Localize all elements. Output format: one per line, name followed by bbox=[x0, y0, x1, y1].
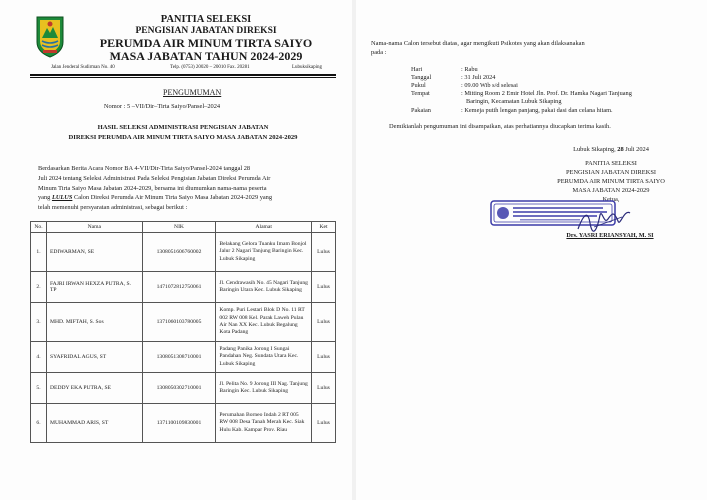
cell-ket: Lulus bbox=[311, 404, 335, 443]
signature-month-year: Juli 2024 bbox=[625, 146, 649, 153]
cell-ket: Lulus bbox=[311, 272, 335, 303]
letterhead-line1: PANITIA SELEKSI bbox=[160, 14, 252, 25]
cell-no: 2. bbox=[31, 272, 47, 303]
result-heading-1: HASIL SELEKSI ADMINISTRASI PENGISIAN JABATAN bbox=[97, 124, 269, 131]
psikotes-intro: Nama-nama Calon tersebut diatas, agar mengikuti Psikotes yang akan dilaksanakan bbox=[371, 40, 585, 47]
table-row bbox=[31, 373, 336, 404]
body-line-1: Berdasarkan Berita Acara Nomor BA 4-VII/Dir-Tirta Saiyo/Pansel-2024 tanggal 28 bbox=[38, 165, 251, 172]
cell-ket: Lulus bbox=[311, 303, 335, 342]
cell-no: 1. bbox=[31, 233, 47, 272]
schedule-label: Hari bbox=[411, 66, 423, 73]
signature-day: 28 bbox=[617, 146, 624, 153]
cell-nama: EDIWARMAN, SE bbox=[46, 233, 142, 272]
body-line-3: Minum Tirta Saiyo Masa Jabatan 2024-2029, bersama ini diumumkan nama-nama peserta bbox=[38, 185, 267, 192]
schedule-value: Baringin, Kecamatan Lubuk Sikaping bbox=[466, 98, 562, 105]
announcement-number: Nomor : 5 –VII/Dir–Tirta Saiyo/Pansel–2024 bbox=[103, 103, 221, 110]
result-heading-2: DIREKSI PERUMDA AIR MINUM TIRTA SAIYO MASA JABATAN 2024-2029 bbox=[68, 134, 298, 141]
cell-nama: DEDDY EKA PUTRA, SE bbox=[46, 373, 142, 404]
cell-no: 3. bbox=[31, 303, 47, 342]
cell-ket: Lulus bbox=[311, 233, 335, 272]
signature-date-line bbox=[526, 146, 696, 153]
cell-no: 4. bbox=[31, 342, 47, 373]
signature-place: Lubuk Sikaping, bbox=[573, 146, 616, 153]
table-row bbox=[31, 303, 336, 342]
signatory-name: Drs. YASRI ERIANSYAH, M. SI bbox=[566, 232, 654, 239]
signature-org-1: PANITIA SELEKSI bbox=[585, 160, 637, 167]
table-row bbox=[31, 233, 336, 272]
schedule-label: Pukul bbox=[411, 82, 426, 89]
col-nama: Nama bbox=[46, 222, 142, 233]
schedule-value: : 31 Juli 2024 bbox=[461, 74, 496, 81]
letterhead-rule-thin bbox=[30, 77, 336, 78]
address-phone: Telp. (0753) 20020 – 20010 Fax. 20281 bbox=[170, 65, 250, 70]
cell-nik: 1308050302710001 bbox=[142, 373, 216, 404]
candidates-table bbox=[30, 221, 336, 443]
cell-nik: 1371060103780005 bbox=[142, 303, 216, 342]
cell-nik: 1308051308710001 bbox=[142, 342, 216, 373]
letterhead-line3: PERUMDA AIR MINUM TIRTA SAIYO bbox=[99, 36, 313, 50]
cell-ket: Lulus bbox=[311, 342, 335, 373]
cell-nama: FAJRI IRWAN HEXZA PUTRA, S. TP bbox=[46, 272, 142, 303]
cell-no: 5. bbox=[31, 373, 47, 404]
letterhead-rule-thick bbox=[30, 74, 336, 76]
letterhead-line4: MASA JABATAN TAHUN 2024-2029 bbox=[109, 49, 303, 63]
left-page bbox=[0, 0, 352, 500]
signature-org-4: MASA JABATAN 2024-2029 bbox=[572, 187, 650, 194]
cell-alamat: Jl. Pelita No. 9 Jorong III Nag. Tanjung Baringin Kec. Lubuk Sikaping bbox=[216, 373, 312, 404]
schedule-value: : 09.00 Wib s/d selesai bbox=[461, 82, 518, 89]
schedule-label: Tempat bbox=[411, 90, 430, 97]
table-row bbox=[31, 404, 336, 443]
table-header-row bbox=[31, 222, 336, 233]
announcement-title: PENGUMUMAN bbox=[163, 88, 222, 97]
body-line-5: telah memenuhi persyaratan administrasi, sebagai berikut : bbox=[38, 204, 188, 211]
table-row bbox=[31, 272, 336, 303]
signature-role: Ketua, bbox=[602, 196, 620, 203]
cell-no: 6. bbox=[31, 404, 47, 443]
cell-nama: SYAFRIDAL AGUS, ST bbox=[46, 342, 142, 373]
schedule-value: : Rabu bbox=[461, 66, 478, 73]
cell-alamat: Komp. Puri Lestari Blok D No. 11 RT 002 RW 008 Kel. Parak Laweh Pulau Air Nan XX Kec. Lubuk Begalung Kota Padang bbox=[216, 303, 312, 342]
cell-nik: 1308051606760002 bbox=[142, 233, 216, 272]
col-no: No. bbox=[31, 222, 47, 233]
cell-alamat: Belakang Gelora Tuanku Imam Bonjol Jalur 2 Nagari Tanjung Baringin Kec. Lubuk Sikaping bbox=[216, 233, 312, 272]
body-line-4 bbox=[38, 193, 334, 203]
col-ket: Ket bbox=[311, 222, 335, 233]
cell-ket: Lulus bbox=[311, 373, 335, 404]
schedule-value: : Kemeja putih lengan panjang, pakai dasi dan celana hitam. bbox=[461, 107, 613, 114]
address-street: Jalan Jenderal Sudirman No. 40 bbox=[51, 65, 115, 70]
cell-alamat: Jl. Cendrawasih No. 45 Nagari Tanjung Baringin Utara Kec. Lubuk Sikaping bbox=[216, 272, 312, 303]
body-line-2: Juli 2024 tentang Seleksi Administrasi Pada Seleksi Pengisian Jabatan Direksi Perumda Air bbox=[38, 175, 271, 182]
cell-alamat: Padang Panika Jorong I Sungai Pandahan Neg. Sundata Utara Kec. Lubuk Sikaping bbox=[216, 342, 312, 373]
lulus-emphasis: LULUS bbox=[51, 194, 73, 201]
right-page bbox=[356, 0, 707, 500]
schedule-value: : Mitting Room 2 Emir Hotel Jln. Prof. Dr. Hamka Nagari Tanjuang bbox=[461, 90, 632, 97]
address-city: Lubuksikaping bbox=[292, 65, 322, 70]
signature-org-2: PENGISIAN JABATAN DIREKSI bbox=[565, 169, 657, 176]
cell-nama: MHD. MIFTAH, S. Sos bbox=[46, 303, 142, 342]
psikotes-intro-2: pada : bbox=[371, 49, 387, 56]
body-line-4-pre: yang bbox=[38, 194, 51, 201]
letterhead-line2: PENGISIAN JABATAN DIREKSI bbox=[135, 26, 277, 36]
regency-logo-icon bbox=[34, 14, 66, 58]
col-alamat: Alamat bbox=[216, 222, 312, 233]
schedule-label: Tanggal bbox=[411, 74, 432, 81]
schedule-label: Pakaian bbox=[411, 107, 431, 114]
cell-nama: MUHAMMAD ARIS, ST bbox=[46, 404, 142, 443]
cell-nik: 1471072812750061 bbox=[142, 272, 216, 303]
table-row bbox=[31, 342, 336, 373]
closing-text: Demikianlah pengumuman ini disampaikan, atas perhatiannya diucapkan terima kasih. bbox=[389, 123, 611, 130]
body-line-4-post: Calon Direksi Perumda Air Minum Tirta Saiyo Masa Jabatan 2024-2029 yang bbox=[73, 194, 273, 201]
cell-nik: 1371100109830001 bbox=[142, 404, 216, 443]
signature-org-3: PERUMDA AIR MINUM TIRTA SAIYO bbox=[557, 178, 665, 185]
col-nik: NIK bbox=[142, 222, 216, 233]
cell-alamat: Perumahan Borneo Indah 2 RT 005 RW 008 Desa Tanah Merah Kec. Siak Hulu Kab. Kampar Prov. Riau bbox=[216, 404, 312, 443]
